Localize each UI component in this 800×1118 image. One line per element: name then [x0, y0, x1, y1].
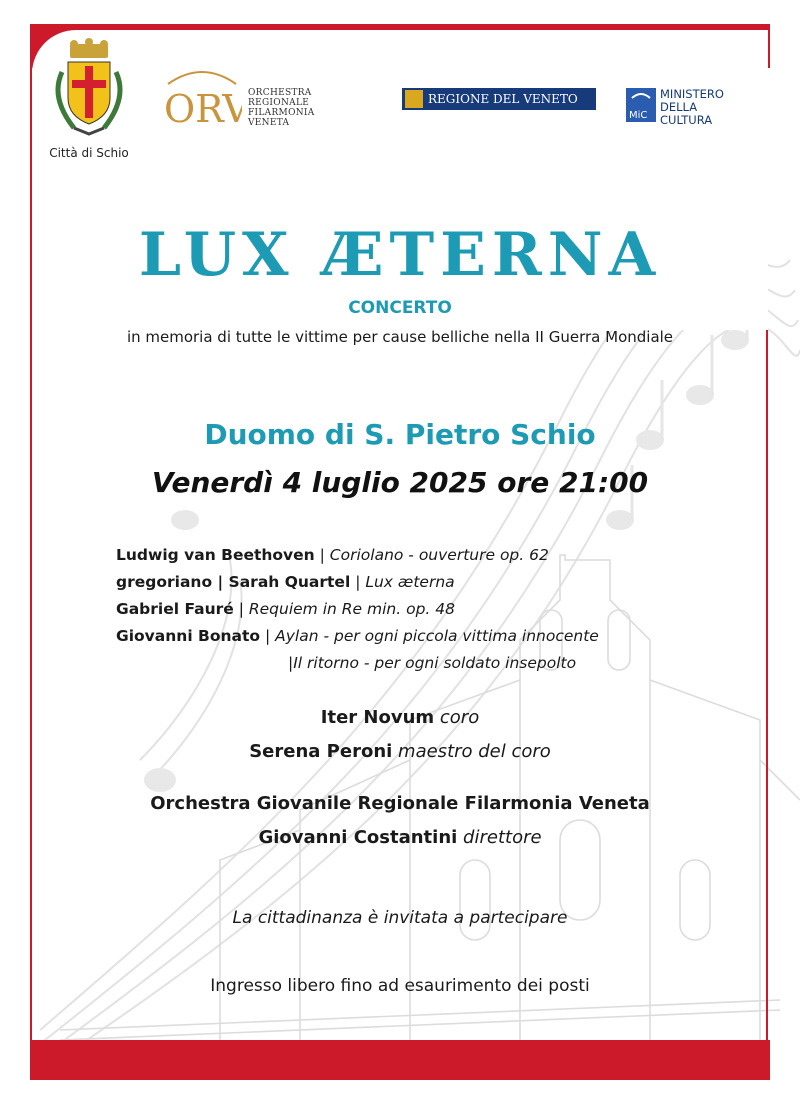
schio-crest-icon [44, 36, 134, 144]
ministero-name [660, 88, 724, 127]
program-item: Ludwig van Beethoven | Coriolano - ouverture op. 62 [116, 546, 549, 564]
orv-logo [162, 66, 242, 132]
orv-line: VENETA [248, 118, 290, 128]
program-composer: Ludwig van Beethoven [116, 546, 315, 564]
program-item: gregoriano | Sarah Quartel | Lux æterna [116, 573, 455, 591]
ministero-line: CULTURA [660, 113, 713, 127]
orv-line: FILARMONIA [248, 108, 315, 118]
event-title: LUX ÆTERNA [138, 220, 662, 290]
program-work: Aylan - per ogni piccola vittima innocente [275, 627, 599, 645]
orv-line: ORCHESTRA [248, 88, 312, 98]
performer-line [0, 793, 800, 814]
program-composer: Gabriel Fauré [116, 600, 234, 618]
performer-role: coro [439, 707, 480, 728]
performer-line [0, 827, 800, 848]
mic-icon [626, 88, 656, 122]
regione-veneto-logo [402, 88, 596, 110]
program-work: Coriolano - ouverture op. 62 [329, 546, 549, 564]
footer-red-band [30, 1040, 770, 1080]
performer-name: Iter Novum [320, 707, 435, 728]
ministero-line: DELLA [660, 100, 698, 114]
performer-role: maestro del coro [398, 741, 551, 762]
event-venue: Duomo di S. Pietro Schio [204, 418, 596, 451]
program-item-continued: |Il ritorno - per ogni soldato insepolto [288, 654, 577, 672]
program-work: Il ritorno - per ogni soldato insepolto [293, 654, 577, 672]
orv-name [248, 88, 315, 128]
performer-role: direttore [463, 827, 542, 848]
performer-line [0, 707, 800, 728]
performer-name: Orchestra Giovanile Regionale Filarmonia Veneta [150, 793, 650, 814]
program-item: Gabriel Fauré | Requiem in Re min. op. 48 [116, 600, 455, 618]
event-dedication: in memoria di tutte le vittime per cause belliche nella II Guerra Mondiale [126, 328, 674, 346]
performer-name: Giovanni Costantini [258, 827, 458, 848]
admission-text: Ingresso libero fino ad esaurimento dei posti [210, 976, 590, 996]
performer-line [0, 741, 800, 762]
orv-line: REGIONALE [248, 98, 310, 108]
mic-logo [626, 88, 656, 126]
mic-mark: MiC [629, 110, 648, 121]
lion-icon [405, 90, 423, 108]
orv-mark-icon [162, 66, 242, 128]
city-label: Città di Schio [49, 146, 129, 160]
program-list [116, 542, 756, 677]
orv-mark: ORV [164, 87, 242, 128]
program-item: Giovanni Bonato | Aylan - per ogni piccola vittima innocente [116, 627, 599, 645]
program-work: Lux æterna [365, 573, 455, 591]
event-subtitle: CONCERTO [348, 298, 452, 318]
schio-coat-of-arms [44, 36, 134, 148]
program-work: Requiem in Re min. op. 48 [248, 600, 455, 618]
invitation-text: La cittadinanza è invitata a partecipare [232, 908, 568, 928]
program-composer: gregoriano | Sarah Quartel [116, 573, 351, 591]
event-datetime: Venerdì 4 luglio 2025 ore 21:00 [151, 466, 649, 499]
regione-label: REGIONE DEL VENETO [428, 92, 578, 106]
performer-name: Serena Peroni [249, 741, 393, 762]
program-composer: Giovanni Bonato [116, 627, 261, 645]
ministero-line: MINISTERO [660, 87, 724, 101]
